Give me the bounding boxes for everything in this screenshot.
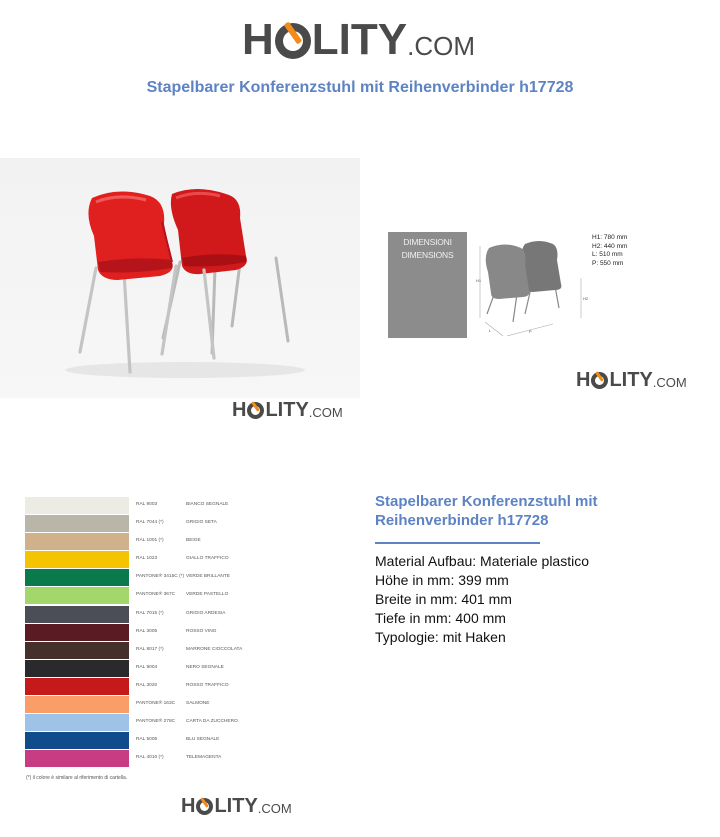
logo-text-h: H [181, 795, 196, 817]
logo-text-lity: LITY [265, 399, 309, 421]
color-name: ROSSO TRAFFICO [186, 682, 229, 688]
color-swatch [25, 660, 129, 677]
color-swatch-row [25, 569, 260, 587]
color-code: PANTONE® 278C [136, 719, 176, 725]
color-name: VERDE BRILLANTE [186, 574, 230, 580]
color-name: GRIGIO SETA [186, 520, 217, 526]
color-swatch-row [25, 587, 260, 605]
color-swatch [25, 587, 129, 604]
color-name: CARTA DA ZUCCHERO [186, 719, 238, 725]
spec-height: Höhe in mm: 399 mm [375, 572, 509, 588]
color-swatch [25, 569, 129, 586]
color-swatch [25, 606, 129, 623]
dim-p: P: 550 mm [592, 259, 624, 267]
color-swatch-row [25, 660, 260, 678]
logo-text-lity: LITY [311, 15, 408, 64]
color-code: PANTONE® 163C [136, 701, 176, 707]
color-swatch-row [25, 696, 260, 714]
color-swatch [25, 497, 129, 514]
color-swatch-row [25, 642, 260, 660]
color-name: GRIGIO ARDESIA [186, 610, 226, 616]
dimensions-label-it: DIMENSIONI [403, 237, 452, 247]
color-name: GIALLO TRAFFICO [186, 556, 229, 562]
color-swatch-row [25, 533, 260, 551]
logo-text-h: H [576, 369, 591, 391]
dim-l: L: 510 mm [592, 251, 623, 258]
color-swatch-row [25, 606, 260, 624]
color-swatch-row [25, 624, 260, 642]
logo-text-com: .COM [407, 31, 475, 61]
logo-text-com: .COM [308, 405, 343, 420]
logo-o-icon [275, 23, 311, 59]
dimensions-diagram [473, 232, 593, 340]
color-name: BIANCO SEGNALE [186, 502, 229, 507]
logo-text-h: H [232, 399, 247, 421]
color-swatch [25, 678, 129, 695]
color-swatch-row [25, 678, 260, 696]
color-name: NERO SEGNALE [186, 664, 224, 670]
spec-width: Breite in mm: 401 mm [375, 591, 512, 607]
color-swatch [25, 714, 129, 731]
color-swatch [25, 533, 129, 550]
color-name: VERDE PASTELLO [186, 592, 229, 598]
color-code: PANTONE® 3415C (*) [136, 574, 185, 580]
color-swatch-list [25, 497, 260, 768]
logo-o-icon [196, 798, 213, 815]
color-code: RAL 5005 [136, 737, 158, 743]
logo-text-lity: LITY [214, 795, 258, 817]
colors-note: (*) il colore è similare al riferimento di cartella. [26, 775, 128, 781]
color-code: RAL 4010 (*) [136, 755, 164, 761]
color-code: RAL 1023 [136, 556, 158, 562]
color-swatch [25, 696, 129, 713]
color-code: RAL 9004 [136, 664, 158, 670]
dim-mark-l: L [489, 328, 492, 333]
color-name: SALMONE [186, 701, 210, 707]
color-swatch [25, 732, 129, 749]
color-name: ROSSO VINO [186, 628, 217, 634]
color-code: RAL 3005 [136, 628, 158, 634]
dimensions-list [592, 234, 627, 268]
dimensions-label-box [388, 232, 467, 338]
color-swatch-row [25, 551, 260, 569]
dim-mark-p: P [529, 329, 532, 334]
color-code: RAL 7015 (*) [136, 610, 164, 616]
holity-logo[interactable] [242, 15, 475, 64]
logo-o-icon [591, 372, 608, 389]
holity-logo-small[interactable] [232, 400, 343, 420]
logo-o-icon [247, 402, 264, 419]
logo-text-com: .COM [652, 375, 687, 390]
color-swatch-row [25, 732, 260, 750]
color-name: MARRONE CIOCCOLATA [186, 646, 243, 652]
color-swatch [25, 624, 129, 641]
chairs-illustration [0, 158, 360, 398]
color-code: RAL 9003 [136, 502, 158, 507]
spec-typology: Typologie: mit Haken [375, 629, 506, 645]
color-swatch-row [25, 714, 260, 732]
dimensions-card [388, 232, 633, 340]
color-swatch [25, 551, 129, 568]
color-name: BEIGE [186, 538, 201, 544]
dim-h2: H2: 440 mm [592, 242, 628, 250]
dimensions-label-en: DIMENSIONS [401, 250, 454, 260]
product-photo [0, 158, 360, 398]
logo-text-lity: LITY [609, 369, 653, 391]
color-swatch-row [25, 515, 260, 533]
color-swatch-row [25, 750, 260, 768]
product-info [375, 492, 675, 647]
color-code: PANTONE® 367C [136, 592, 176, 598]
page-title: Stapelbarer Konferenzstuhl mit Reihenverbinder h17728 [146, 79, 574, 96]
color-code: RAL 7044 (*) [136, 520, 164, 526]
color-name: TELEMAGENTA [186, 755, 222, 761]
dim-mark-h2: H2 [583, 296, 589, 301]
title-underline [375, 542, 540, 544]
color-code: RAL 3020 [136, 682, 158, 688]
color-name: BLU SEGNALE [186, 737, 220, 743]
logo-text-com: .COM [257, 801, 292, 816]
color-code: RAL 8017 (*) [136, 646, 164, 652]
product-info-title: Stapelbarer Konferenzstuhl mit Reihenverbinder h17728 [375, 493, 598, 529]
logo-text-h: H [242, 15, 274, 64]
holity-logo-small[interactable] [576, 370, 687, 390]
color-swatch [25, 642, 129, 659]
color-swatch [25, 750, 129, 767]
color-code: RAL 1001 (*) [136, 538, 164, 544]
spec-material: Material Aufbau: Materiale plastico [375, 553, 589, 569]
holity-logo-small[interactable] [181, 796, 292, 816]
dim-h1: H1: 780 mm [592, 234, 628, 241]
color-swatch [25, 515, 129, 532]
color-swatch-row [25, 497, 260, 515]
dim-mark-h1: H1 [476, 278, 482, 283]
spec-depth: Tiefe in mm: 400 mm [375, 610, 506, 626]
